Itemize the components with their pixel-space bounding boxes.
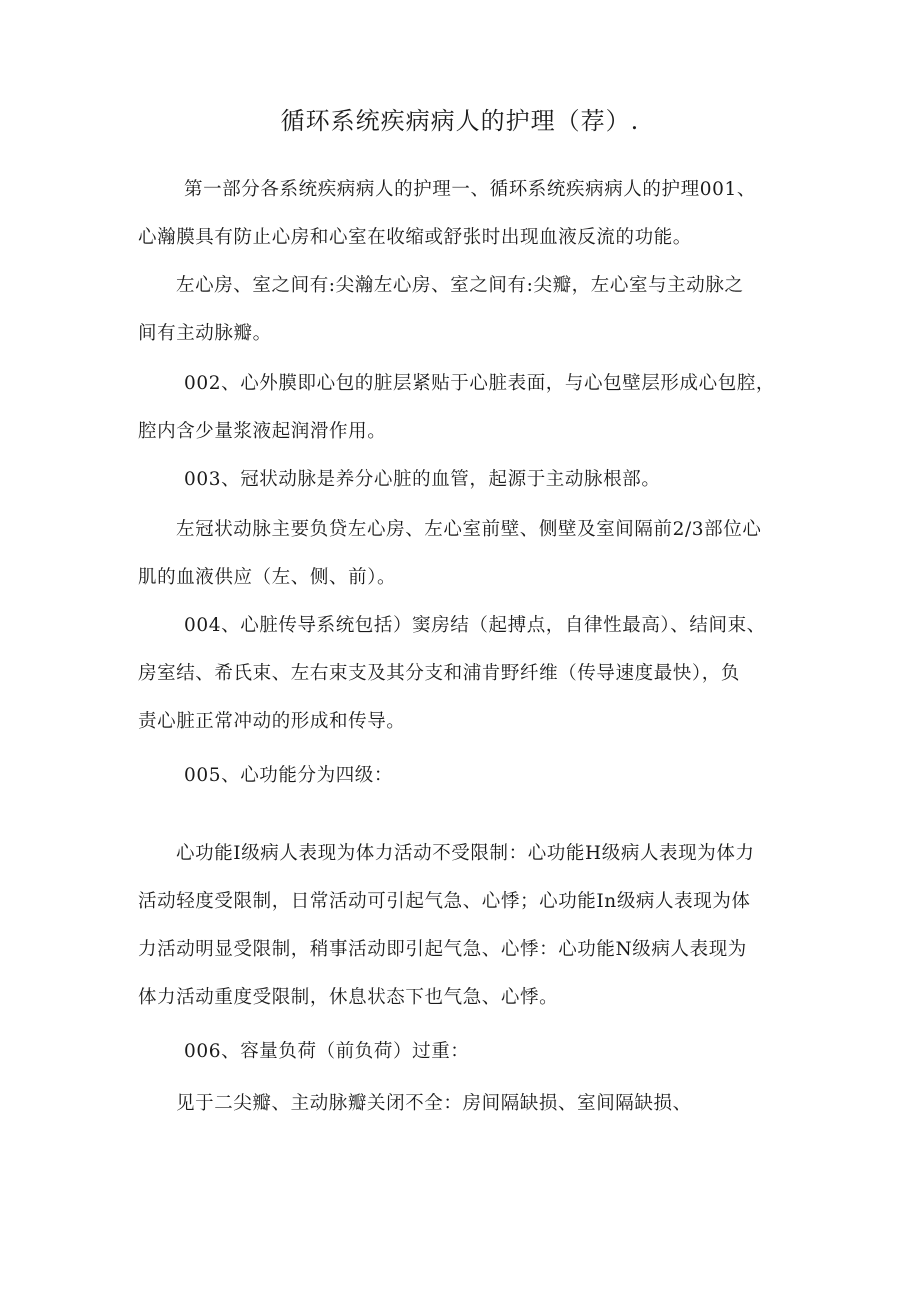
paragraph-9 <box>138 1028 798 1076</box>
paragraph-line: 002、心外膜即心包的脏层紧贴于心脏表面，与心包壁层形成心包腔， <box>184 373 776 394</box>
paragraph-line: 第一部分各系统疾病病人的护理一、循环系统疾病病人的护理001、 <box>184 179 756 200</box>
paragraph-line: 心瀚膜具有防止心房和心室在收缩或舒张时出现血液反流的功能。 <box>138 227 692 248</box>
paragraph-10 <box>138 1080 798 1128</box>
paragraph-6 <box>138 602 798 746</box>
document-title: 循环系统疾病病人的护理（荐）. <box>280 107 640 135</box>
paragraph-line: 间有主动脉瓣。 <box>138 323 272 344</box>
paragraph-line: 左心房、室之间有:尖瀚左心房、室之间有:尖瓣，左心室与主动脉之 <box>176 275 744 296</box>
paragraph-7 <box>138 752 798 800</box>
paragraph-line: 腔内含少量浆液起润滑作用。 <box>138 421 387 442</box>
paragraph-3 <box>138 360 798 456</box>
paragraph-line: 力活动明显受限制，稍事活动即引起气急、心悸：心功能N级病人表现为 <box>138 939 747 960</box>
paragraph-line: 肌的血液供应（左、侧、前）。 <box>138 567 397 588</box>
paragraph-4 <box>138 456 798 504</box>
paragraph-line: 体力活动重度受限制，休息状态下也气急、心悸。 <box>138 987 559 1008</box>
paragraph-line: 责心脏正常冲动的形成和传导。 <box>138 711 406 732</box>
paragraph-line: 006、容量负荷（前负荷）过重： <box>184 1041 470 1062</box>
paragraph-1 <box>138 166 798 262</box>
paragraph-line: 左冠状动脉主要负贷左心房、左心室前壁、侧壁及室间隔前2/3部位心 <box>176 519 762 540</box>
paragraph-5 <box>138 506 798 602</box>
paragraph-line: 活动轻度受限制，日常活动可引起气急、心悸；心功能In级病人表现为体 <box>138 891 751 912</box>
paragraph-line: 004、心脏传导系统包括）窦房结（起搏点，自律性最高）、结间束、 <box>184 615 766 636</box>
paragraph-line: 见于二尖瓣、主动脉瓣关闭不全：房间隔缺损、室间隔缺损、 <box>176 1093 692 1114</box>
paragraph-line: 心功能I级病人表现为体力活动不受限制：心功能H级病人表现为体力 <box>176 843 755 864</box>
paragraph-line: 005、心功能分为四级： <box>184 765 394 786</box>
paragraph-line: 003、冠状动脉是养分心脏的血管，起源于主动脉根部。 <box>184 469 661 490</box>
paragraph-8 <box>138 830 798 1022</box>
paragraph-line: 房室结、希氏束、左右束支及其分支和浦肯野纤维（传导速度最快），负 <box>138 663 740 684</box>
paragraph-2 <box>138 262 798 358</box>
